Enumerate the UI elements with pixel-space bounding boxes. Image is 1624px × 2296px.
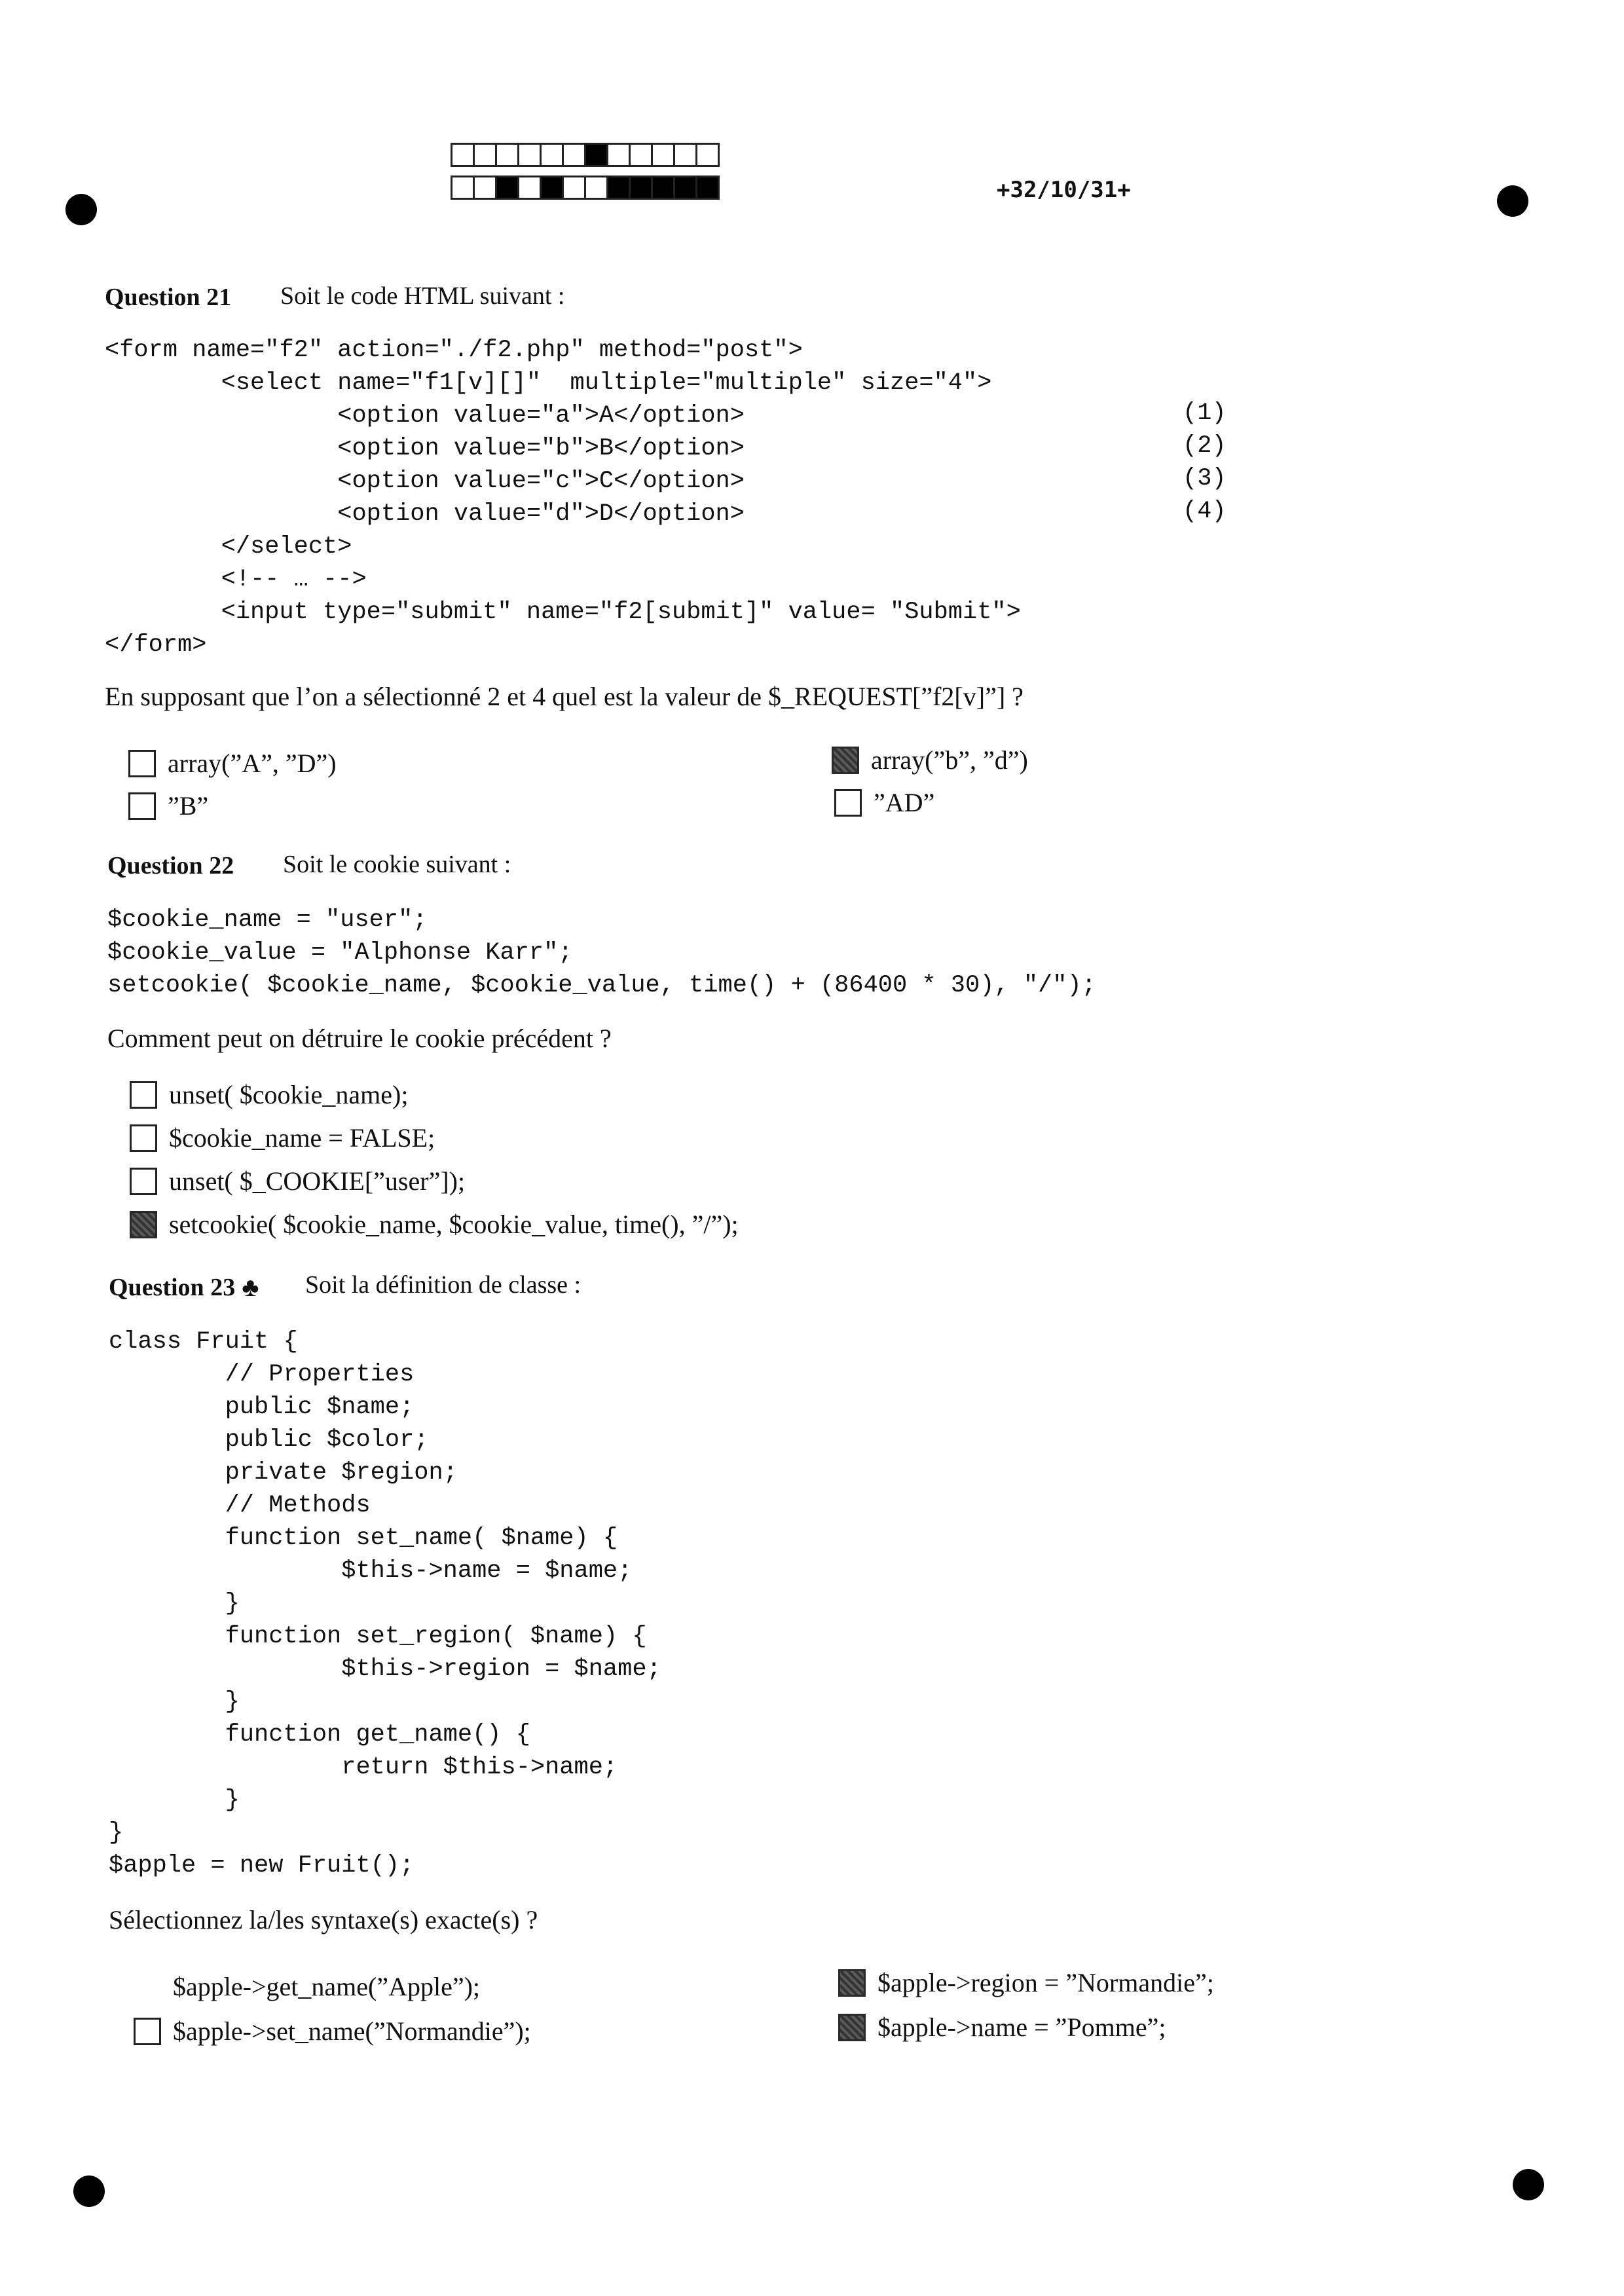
id-grid-cell	[629, 176, 653, 200]
checkbox[interactable]	[130, 1124, 157, 1152]
question-21-prompt: Soit le code HTML suivant :	[280, 282, 565, 310]
q22-answer-4[interactable]	[130, 1209, 739, 1240]
q21-answer-3[interactable]	[128, 790, 208, 821]
checkbox[interactable]	[838, 2014, 866, 2041]
question-21-question: En supposant que l’on a sélectionné 2 et 4 quel est la valeur de $_REQUEST[”f2[v]”] ?	[105, 682, 1024, 711]
answer-label: $apple->set_name(”Normandie”);	[173, 2016, 531, 2046]
checkbox[interactable]	[134, 2018, 161, 2045]
id-grid-cell	[451, 176, 475, 200]
id-grid-cell	[517, 176, 542, 200]
id-grid-cell	[473, 143, 497, 167]
q21-answer-4[interactable]	[834, 787, 934, 818]
id-grid-cell	[673, 143, 697, 167]
q23-answer-3[interactable]	[134, 2016, 531, 2046]
answer-label: array(”A”, ”D”)	[168, 749, 337, 778]
registration-mark-top-right	[1497, 185, 1528, 217]
q22-answer-2[interactable]	[130, 1122, 435, 1153]
answer-label: unset( $_COOKIE[”user”]);	[169, 1166, 466, 1196]
id-grid-cell	[540, 143, 564, 167]
question-21-line-numbers: (1) (2) (3) (4)	[1183, 399, 1227, 525]
id-grid-cell	[584, 143, 608, 167]
id-grid-cell	[695, 143, 720, 167]
id-grid-cell	[651, 176, 675, 200]
question-23-prompt: Soit la définition de classe :	[305, 1271, 581, 1299]
registration-mark-bottom-right	[1513, 2169, 1544, 2200]
id-grid-cell	[584, 176, 608, 200]
question-22-prompt: Soit le cookie suivant :	[283, 851, 511, 878]
page-code: +32/10/31+	[997, 177, 1131, 203]
checkbox[interactable]	[130, 1168, 157, 1195]
answer-label: unset( $cookie_name);	[169, 1080, 409, 1109]
checkbox[interactable]	[134, 1973, 161, 2001]
id-grid-cell	[606, 143, 631, 167]
answer-label: setcookie( $cookie_name, $cookie_value, time(), ”/”);	[169, 1210, 739, 1239]
q23-answer-1[interactable]	[134, 1971, 480, 2002]
id-grid-cell	[562, 176, 586, 200]
id-grid-cell	[540, 176, 564, 200]
checkbox[interactable]	[130, 1211, 157, 1238]
question-21-label: Question 21	[105, 284, 232, 311]
question-22-label: Question 22	[107, 852, 234, 880]
answer-label: $apple->name = ”Pomme”;	[877, 2012, 1166, 2042]
id-grid-cell	[673, 176, 697, 200]
answer-label: $cookie_name = FALSE;	[169, 1123, 435, 1153]
checkbox[interactable]	[832, 747, 859, 774]
checkbox[interactable]	[128, 750, 156, 777]
checkbox[interactable]	[834, 789, 862, 817]
answer-label: ”B”	[168, 791, 209, 821]
question-23-question: Sélectionnez la/les syntaxe(s) exacte(s) ?	[109, 1905, 538, 1935]
q22-answer-1[interactable]	[130, 1079, 408, 1110]
question-21-code: <form name="f2" action="./f2.php" method="post"> <select name="f1[v][]" multiple="multiple" size="4"> <option value="a">A</option> <option value="b">B</option> <option value="c">C</option> <option value="d">D</option> </select> <!-- … --> <input type="submit" name="f2[submit]" value= "Submit"> </form>	[105, 337, 1021, 659]
id-grid-cell	[606, 176, 631, 200]
registration-mark-bottom-left	[73, 2176, 105, 2207]
id-grid-cell	[562, 143, 586, 167]
q21-answer-2[interactable]	[832, 745, 1028, 775]
question-22-question: Comment peut on détruire le cookie précédent ?	[107, 1024, 612, 1053]
id-grid-cell	[473, 176, 497, 200]
question-22-code: $cookie_name = "user"; $cookie_value = "Alphonse Karr"; setcookie( $cookie_name, $cookie_value, time() + (86400 * 30), "/");	[107, 906, 1096, 999]
q23-answer-2[interactable]	[838, 1967, 1214, 1998]
answer-label: $apple->region = ”Normandie”;	[877, 1968, 1214, 1997]
question-22-title	[107, 851, 234, 880]
question-23-title	[109, 1272, 259, 1303]
q21-answer-1[interactable]	[128, 748, 337, 779]
question-21-title	[105, 283, 231, 312]
id-grid-row-2	[451, 176, 718, 200]
q23-answer-4[interactable]	[838, 2012, 1166, 2043]
answer-label: ”AD”	[874, 788, 935, 817]
question-23-code: class Fruit { // Properties public $name; public $color; private $region; // Methods function set_name( $name) { $this->name = $name; } function set_region( $name) { $this->region = $name; } function get_name() { return $this->name; } } $apple = new Fruit();	[109, 1328, 661, 1879]
question-23-label: Question 23	[109, 1273, 236, 1301]
id-grid-cell	[495, 143, 519, 167]
checkbox[interactable]	[128, 792, 156, 820]
id-grid-row-1	[451, 143, 718, 167]
id-grid-cell	[629, 143, 653, 167]
id-grid-cell	[695, 176, 720, 200]
id-grid-cell	[517, 143, 542, 167]
answer-label: $apple->get_name(”Apple”);	[173, 1972, 481, 2001]
q22-answer-3[interactable]	[130, 1166, 465, 1196]
id-grid-cell	[495, 176, 519, 200]
club-icon: ♣	[242, 1272, 259, 1302]
id-grid-cell	[451, 143, 475, 167]
answer-label: array(”b”, ”d”)	[871, 745, 1028, 775]
id-grid-cell	[651, 143, 675, 167]
checkbox[interactable]	[838, 1969, 866, 1997]
checkbox[interactable]	[130, 1081, 157, 1109]
registration-mark-top-left	[65, 194, 97, 225]
